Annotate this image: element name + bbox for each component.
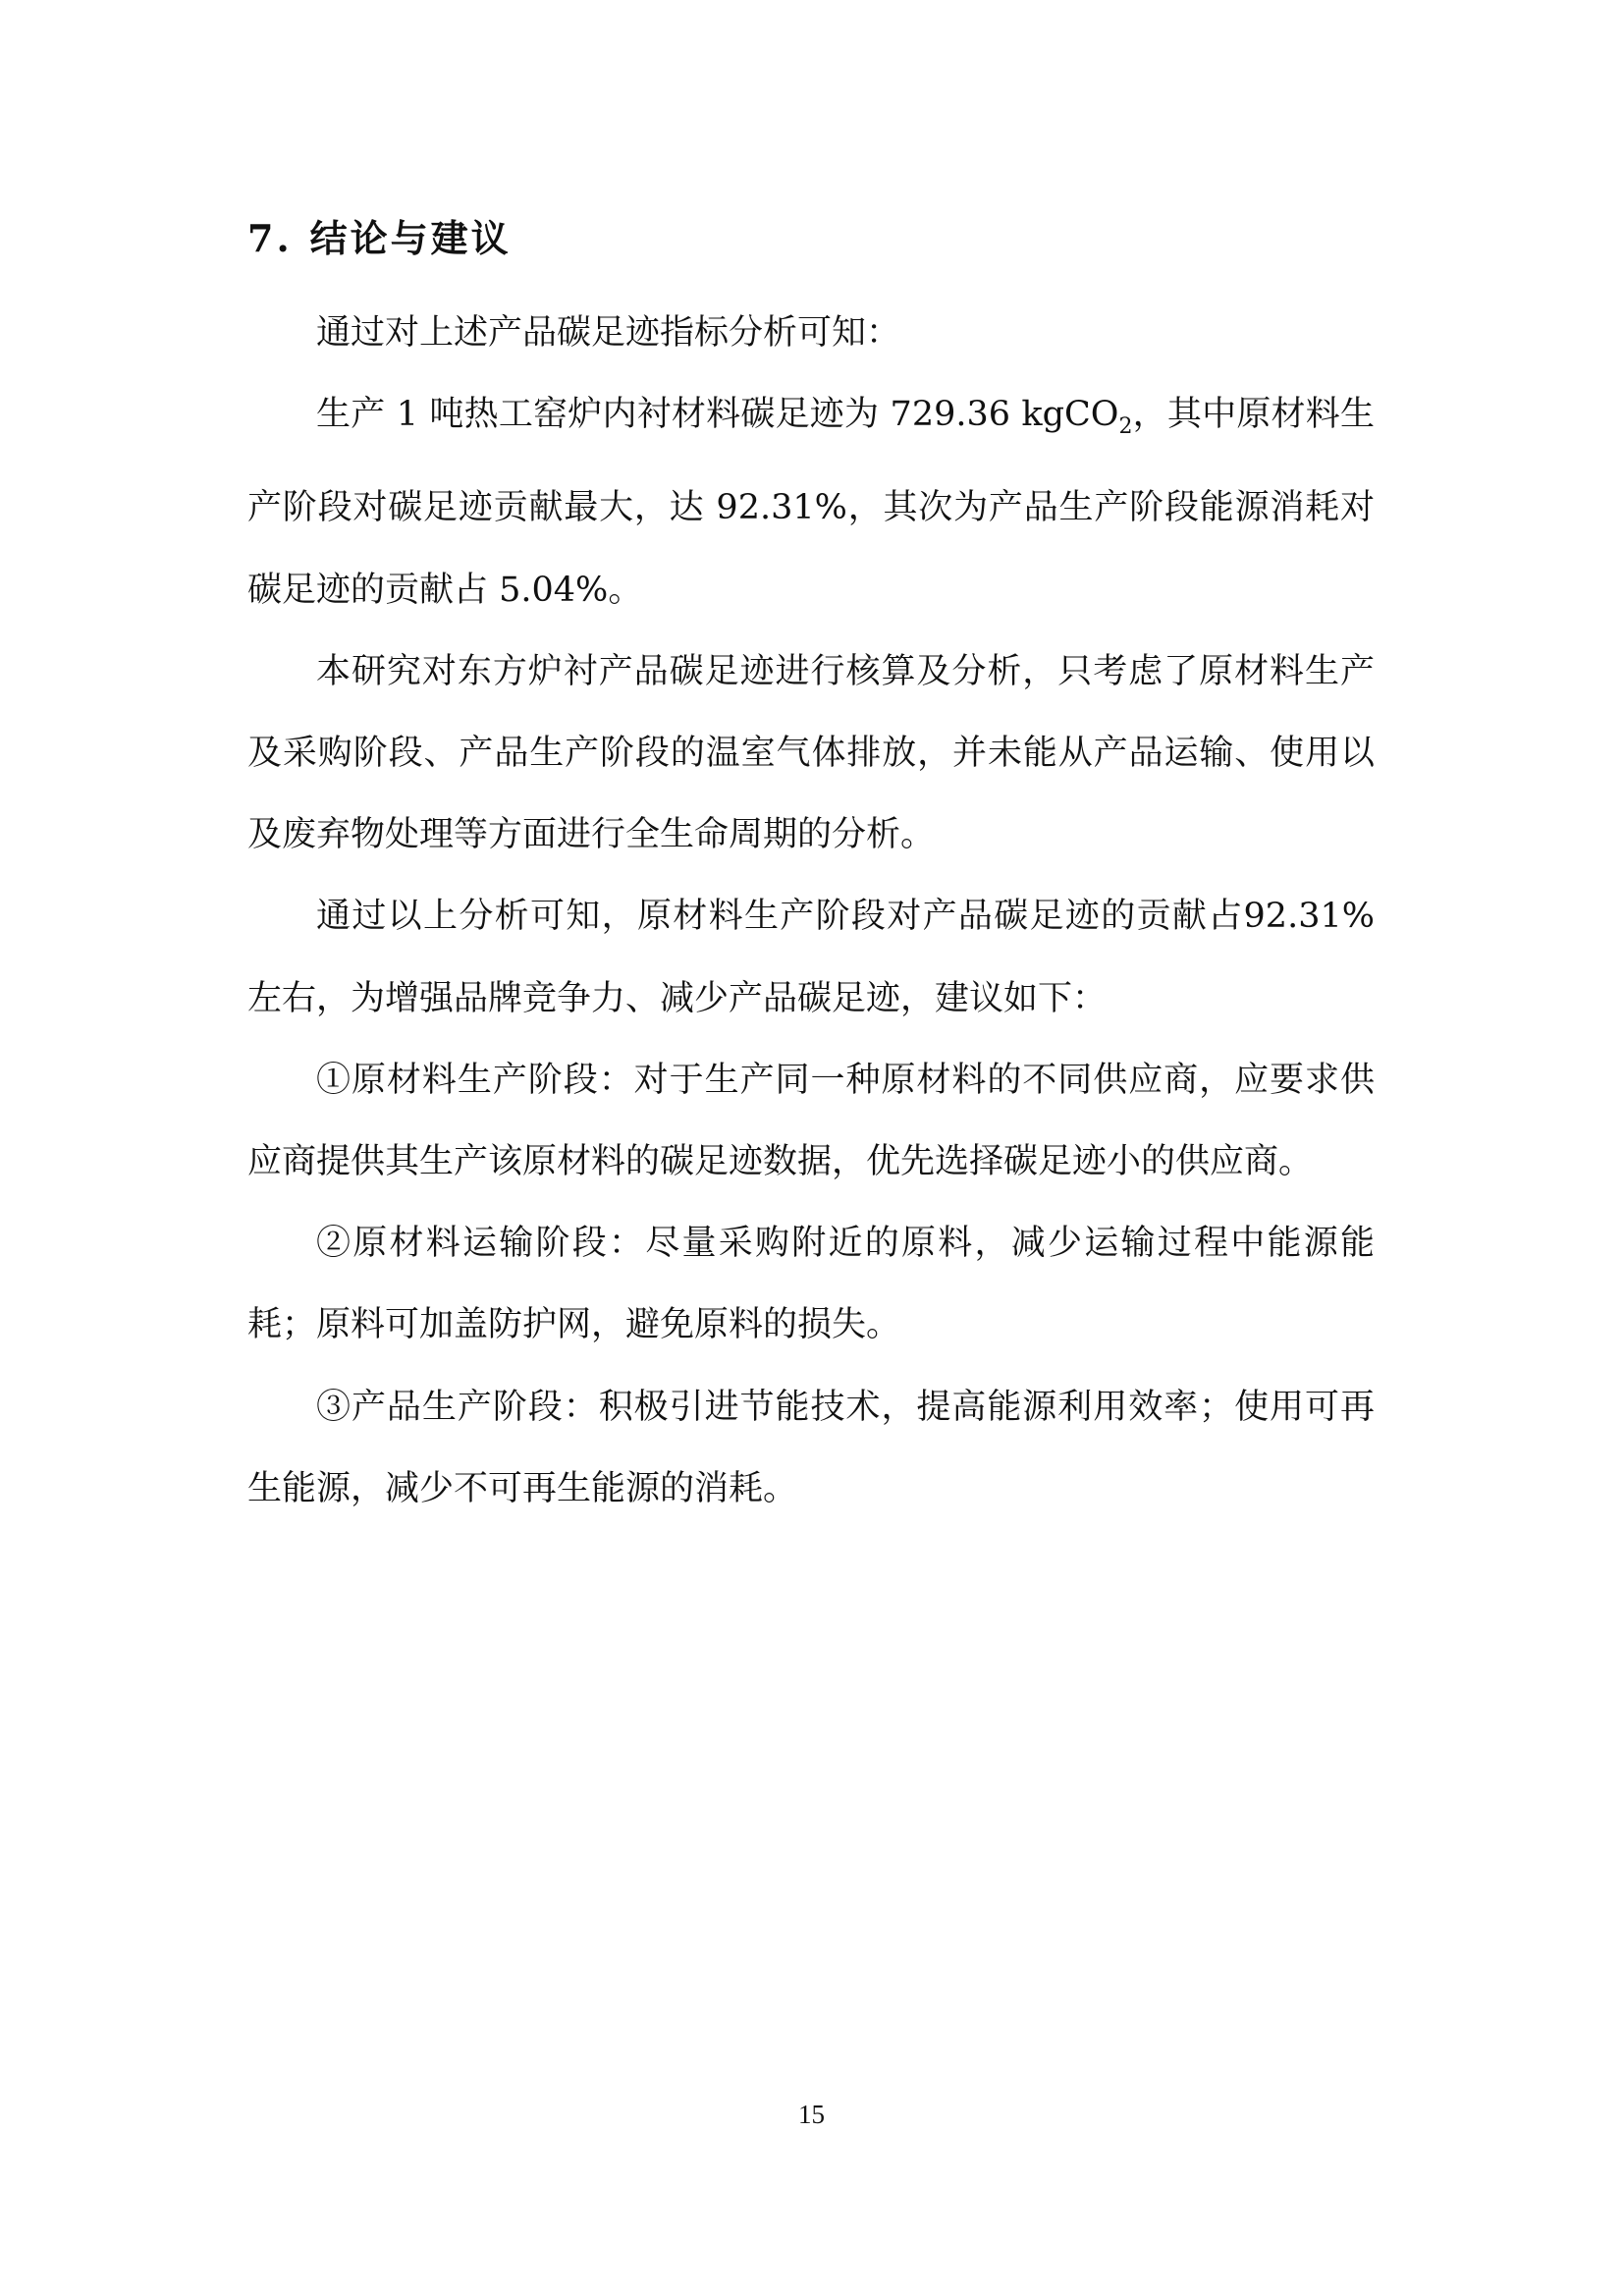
paragraph-result	[247, 374, 1375, 631]
result-text-end: ，其中原材料生产阶段对碳足迹贡献最大，达 92.31%，其次为产品生产阶段能源消耗对碳足迹的贡献占 5.04%。	[247, 395, 1375, 610]
document-body	[247, 293, 1375, 1530]
recommendation-item: ①原材料生产阶段：对于生产同一种原材料的不同供应商，应要求供应商提供其生产该原材料的碳足迹数据，优先选择碳足迹小的供应商。	[247, 1060, 1375, 1182]
section-number: 7.	[247, 216, 293, 260]
recommendation-item: ②原材料运输阶段：尽量采购附近的原料，减少运输过程中能源能耗；原料可加盖防护网，避免原料的损失。	[247, 1224, 1375, 1345]
section-title: 结论与建议	[309, 216, 512, 260]
page-number: 15	[798, 2100, 825, 2129]
co2-subscript: 2	[1118, 414, 1133, 440]
section-heading	[247, 208, 512, 262]
result-text-start: 生产 1 吨热工窑炉内衬材料碳足迹为 729.36 kgCO	[316, 395, 1119, 435]
recommendation-item: ③产品生产阶段：积极引进节能技术，提高能源利用效率；使用可再生能源，减少不可再生能源的消耗。	[247, 1387, 1375, 1508]
paragraph-scope: 本研究对东方炉衬产品碳足迹进行核算及分析，只考虑了原材料生产及采购阶段、产品生产阶段的温室气体排放，并未能从产品运输、使用以及废弃物处理等方面进行全生命周期的分析。	[247, 651, 1375, 855]
paragraph-intro: 通过对上述产品碳足迹指标分析可知：	[316, 313, 901, 353]
paragraph-recommend-intro: 通过以上分析可知，原材料生产阶段对产品碳足迹的贡献占92.31%左右，为增强品牌竞争力、减少产品碳足迹，建议如下：	[247, 897, 1375, 1018]
